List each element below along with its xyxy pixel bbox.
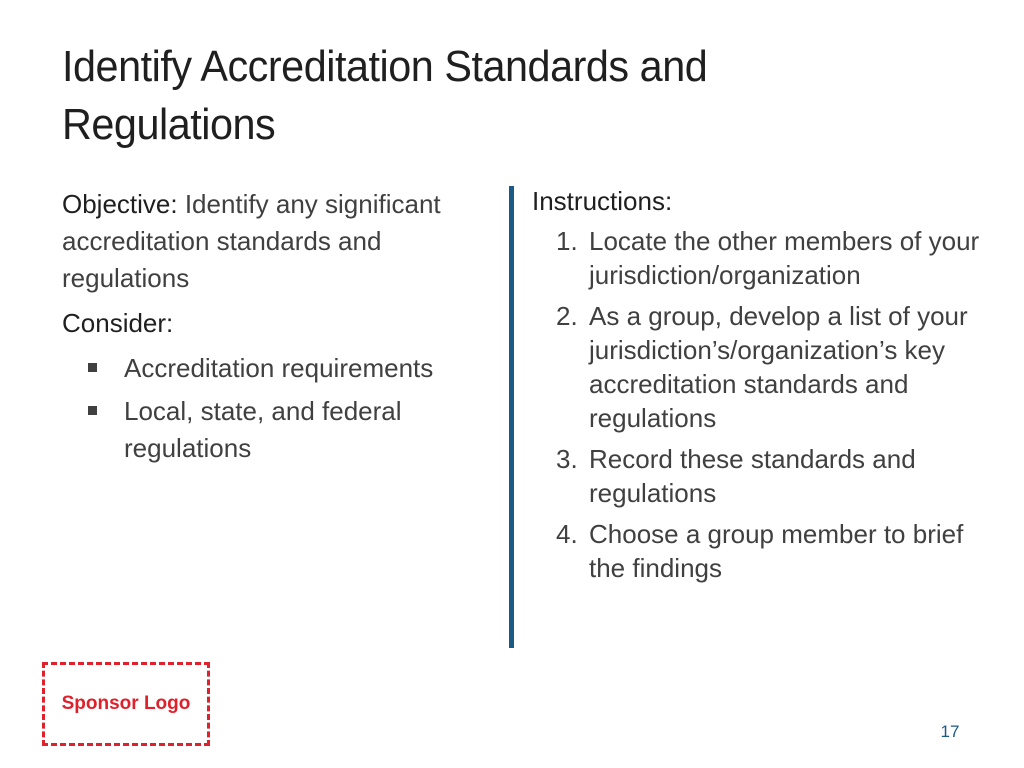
consider-label: Consider: [62, 308, 174, 338]
square-bullet-icon [88, 363, 97, 372]
instructions-column [532, 184, 992, 592]
objective-paragraph [62, 186, 502, 297]
list-item [532, 224, 992, 292]
instructions-list [532, 224, 992, 585]
step-text: Choose a group member to brief the findings [589, 519, 964, 583]
page-number: 17 [940, 722, 960, 741]
step-number: 3. [556, 444, 578, 474]
objective-text: Identify any significant accreditation standards and regulations [62, 189, 441, 293]
sponsor-logo-placeholder [42, 662, 210, 746]
objective-column [62, 186, 502, 473]
step-text: Locate the other members of your jurisdiction/organization [589, 226, 980, 290]
list-item [532, 442, 992, 510]
list-item [532, 299, 992, 435]
consider-list [62, 350, 502, 467]
step-number: 1. [556, 226, 578, 256]
slide-title: Identify Accreditation Standards and Regulations [62, 42, 708, 149]
step-text: As a group, develop a list of your jurisdiction’s/organization’s key accreditation standards and regulations [589, 301, 968, 433]
step-text: Record these standards and regulations [589, 444, 916, 508]
instructions-label: Instructions: [532, 186, 673, 216]
list-item [124, 350, 502, 387]
list-item [124, 393, 502, 467]
bullet-text: Local, state, and federal regulations [124, 396, 402, 463]
square-bullet-icon [88, 406, 97, 415]
step-number: 2. [556, 301, 578, 331]
objective-label: Objective: [62, 189, 178, 219]
step-number: 4. [556, 519, 578, 549]
sponsor-logo-text: Sponsor Logo [61, 693, 191, 714]
list-item [532, 517, 992, 585]
column-divider [509, 186, 514, 648]
bullet-text: Accreditation requirements [124, 353, 434, 383]
